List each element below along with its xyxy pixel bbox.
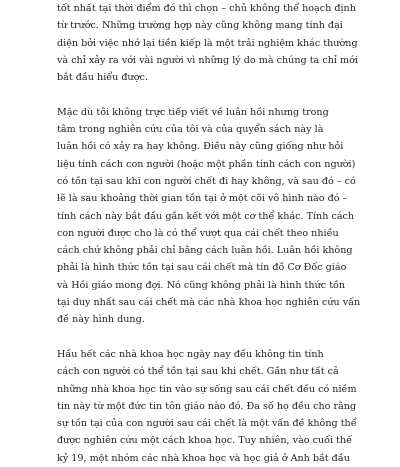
- text-line: tốt nhất tại thời điểm đó thì chọn – chủ không thể hoạch định: [57, 3, 356, 14]
- text-line: Mặc dù tôi không trực tiếp viết về luân hồi nhưng trong: [57, 106, 329, 118]
- paragraph-1: [57, 0, 358, 86]
- text-line: những nhà khoa học tin vào sự sống sau cái chết đều có niềm: [57, 383, 357, 395]
- text-line: tin này từ một đức tin tôn giáo nào đó. Đa số họ đều cho rằng: [57, 400, 357, 412]
- text-line: kỷ 19, một nhóm các nhà khoa học và học giả ở Anh bắt đầu: [57, 452, 350, 464]
- body-text: [57, 0, 361, 467]
- text-line: luân hồi có xảy ra hay không. Điều này cũng giống như hỏi: [57, 141, 344, 153]
- text-line: diện bởi việc nhớ lại tiền kiếp là một trải nghiệm khác thường: [57, 37, 358, 49]
- text-line: bắt đầu hiểu được.: [57, 72, 148, 84]
- text-line: tại duy nhất sau cái chết mà các nhà khoa học nghiên cứu vấn: [57, 297, 361, 309]
- text-line: con người được cho là có thể vượt qua cái chết theo nhiều: [57, 227, 339, 239]
- text-line: phải là hình thức tồn tại sau cái chết mà tín đồ Cơ Đốc giáo: [57, 262, 347, 274]
- text-line: sự tồn tại của con người sau cái chết là một vấn đề không thể: [57, 418, 357, 430]
- text-line: đề này hình dung.: [57, 314, 145, 326]
- text-line: có tồn tại sau khi con người chết đi hay không, và sau đó – có: [57, 175, 356, 187]
- text-line: cách chứ không phải chỉ bằng cách luân hồi. Luân hồi không: [57, 245, 353, 257]
- paragraph-3: [57, 346, 357, 467]
- text-line: từ trước. Những trường hợp này cũng không mang tính đại: [57, 20, 343, 32]
- text-line: được nghiên cứu một cách khoa học. Tuy nhiên, vào cuối thế: [57, 435, 353, 447]
- text-line: và Hồi giáo mong đợi. Nó cũng không phải là hình thức tồn: [57, 279, 346, 291]
- paragraph-2: [57, 104, 361, 329]
- text-line: lẽ là sau khoảng thời gian tồn tại ở một cõi vô hình nào đó –: [57, 193, 348, 205]
- paragraph-gap: [57, 329, 349, 346]
- paragraph-gap: [57, 86, 349, 103]
- text-line: tính cách này bắt đầu gắn kết với một cơ thể khác. Tính cách: [57, 210, 355, 222]
- text-line: và chỉ xảy ra với vài người vì những lý do mà chúng ta chỉ mới: [57, 54, 358, 66]
- text-line: tâm trong nghiên cứu của tôi và của quyển sách này là: [57, 124, 324, 136]
- text-line: Hầu hết các nhà khoa học ngày nay đều không tin tính: [57, 348, 324, 360]
- text-line: liệu tính cách con người (hoặc một phần tính cách con người): [57, 158, 356, 170]
- text-line: cách con người có thể tồn tại sau khi chết. Gần như tất cả: [57, 366, 339, 378]
